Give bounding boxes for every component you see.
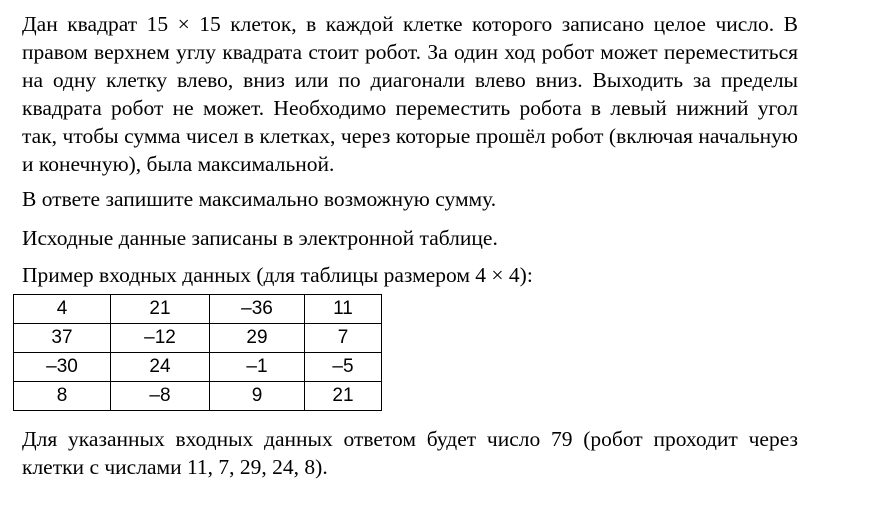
table-cell: 7 xyxy=(305,324,382,353)
table-cell: –12 xyxy=(111,324,210,353)
answer-instruction: В ответе запишите максимально возможную сумму. xyxy=(22,187,497,211)
table-cell: –30 xyxy=(14,353,111,382)
table-cell: –5 xyxy=(305,353,382,382)
table-cell: 24 xyxy=(111,353,210,382)
table-cell: 8 xyxy=(14,382,111,411)
table-cell: 9 xyxy=(210,382,305,411)
table-cell: 37 xyxy=(14,324,111,353)
table-cell: –36 xyxy=(210,295,305,324)
table-cell: 21 xyxy=(111,295,210,324)
problem-statement: Дан квадрат 15 × 15 клеток, в каждой клетке которого записано целое число. В правом верхнем углу квадрата стоит робот. За один ход робот может переместиться на одну клетку влево, вниз или по диагонали влево вниз. Выходить за пределы квадрата робот не может. Необходимо переместить робота в левый нижний угол так, чтобы сумма чисел в клетках, через которые прошёл робот (включая начальную и конечную), была максимальной. xyxy=(22,12,798,176)
example-result: Для указанных входных данных ответом будет число 79 (робот проходит через клетки с числами 11, 7, 29, 24, 8). xyxy=(22,427,798,479)
data-note: Исходные данные записаны в электронной таблице. xyxy=(22,226,498,250)
table-row xyxy=(14,295,382,324)
table-row xyxy=(14,382,382,411)
table-row xyxy=(14,353,382,382)
example-table xyxy=(13,294,382,411)
table-cell: 11 xyxy=(305,295,382,324)
table-cell: 21 xyxy=(305,382,382,411)
table-cell: –8 xyxy=(111,382,210,411)
table-cell: –1 xyxy=(210,353,305,382)
example-intro: Пример входных данных (для таблицы размером 4 × 4): xyxy=(22,263,533,287)
table-cell: 29 xyxy=(210,324,305,353)
table-cell: 4 xyxy=(14,295,111,324)
table-row xyxy=(14,324,382,353)
